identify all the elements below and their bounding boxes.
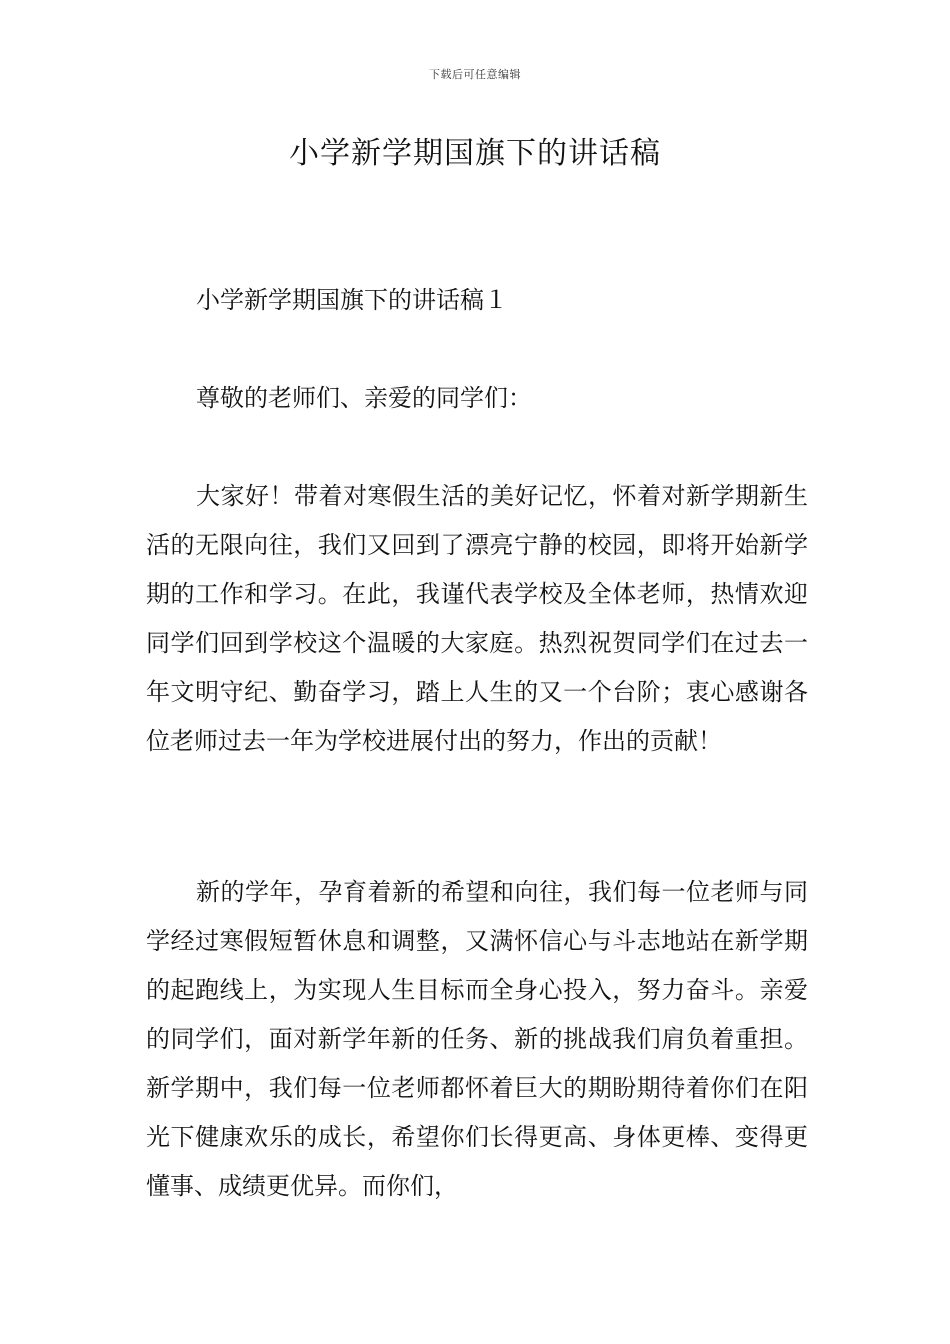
section-subtitle: 小学新学期国旗下的讲话稿１	[196, 286, 508, 314]
header-note: 下载后可任意编辑	[429, 68, 521, 81]
paragraph: 大家好！带着对寒假生活的美好记忆，怀着对新学期新生活的无限向往，我们又回到了漂亮宁静的校园，即将开始新学期的工作和学习。在此，我谨代表学校及全体老师，热情欢迎同学们回到学校这个温暖的大家庭。热烈祝贺同学们在过去一年文明守纪、勤奋学习，踏上人生的又一个台阶；衷心感谢各位老师过去一年为学校进展付出的努力，作出的贡献！	[146, 482, 808, 755]
paragraph: 新的学年，孕育着新的希望和向往，我们每一位老师与同学经过寒假短暂休息和调整，又满怀信心与斗志地站在新学期的起跑线上，为实现人生目标而全身心投入，努力奋斗。亲爱的同学们，面对新学年新的任务、新的挑战我们肩负着重担。新学期中，我们每一位老师都怀着巨大的期盼期待着你们在阳光下健康欢乐的成长，希望你们长得更高、身体更棒、变得更懂事、成绩更优异。而你们，	[146, 878, 808, 1200]
salutation: 尊敬的老师们、亲爱的同学们：	[196, 384, 532, 412]
document-title: 小学新学期国旗下的讲话稿	[289, 136, 661, 171]
